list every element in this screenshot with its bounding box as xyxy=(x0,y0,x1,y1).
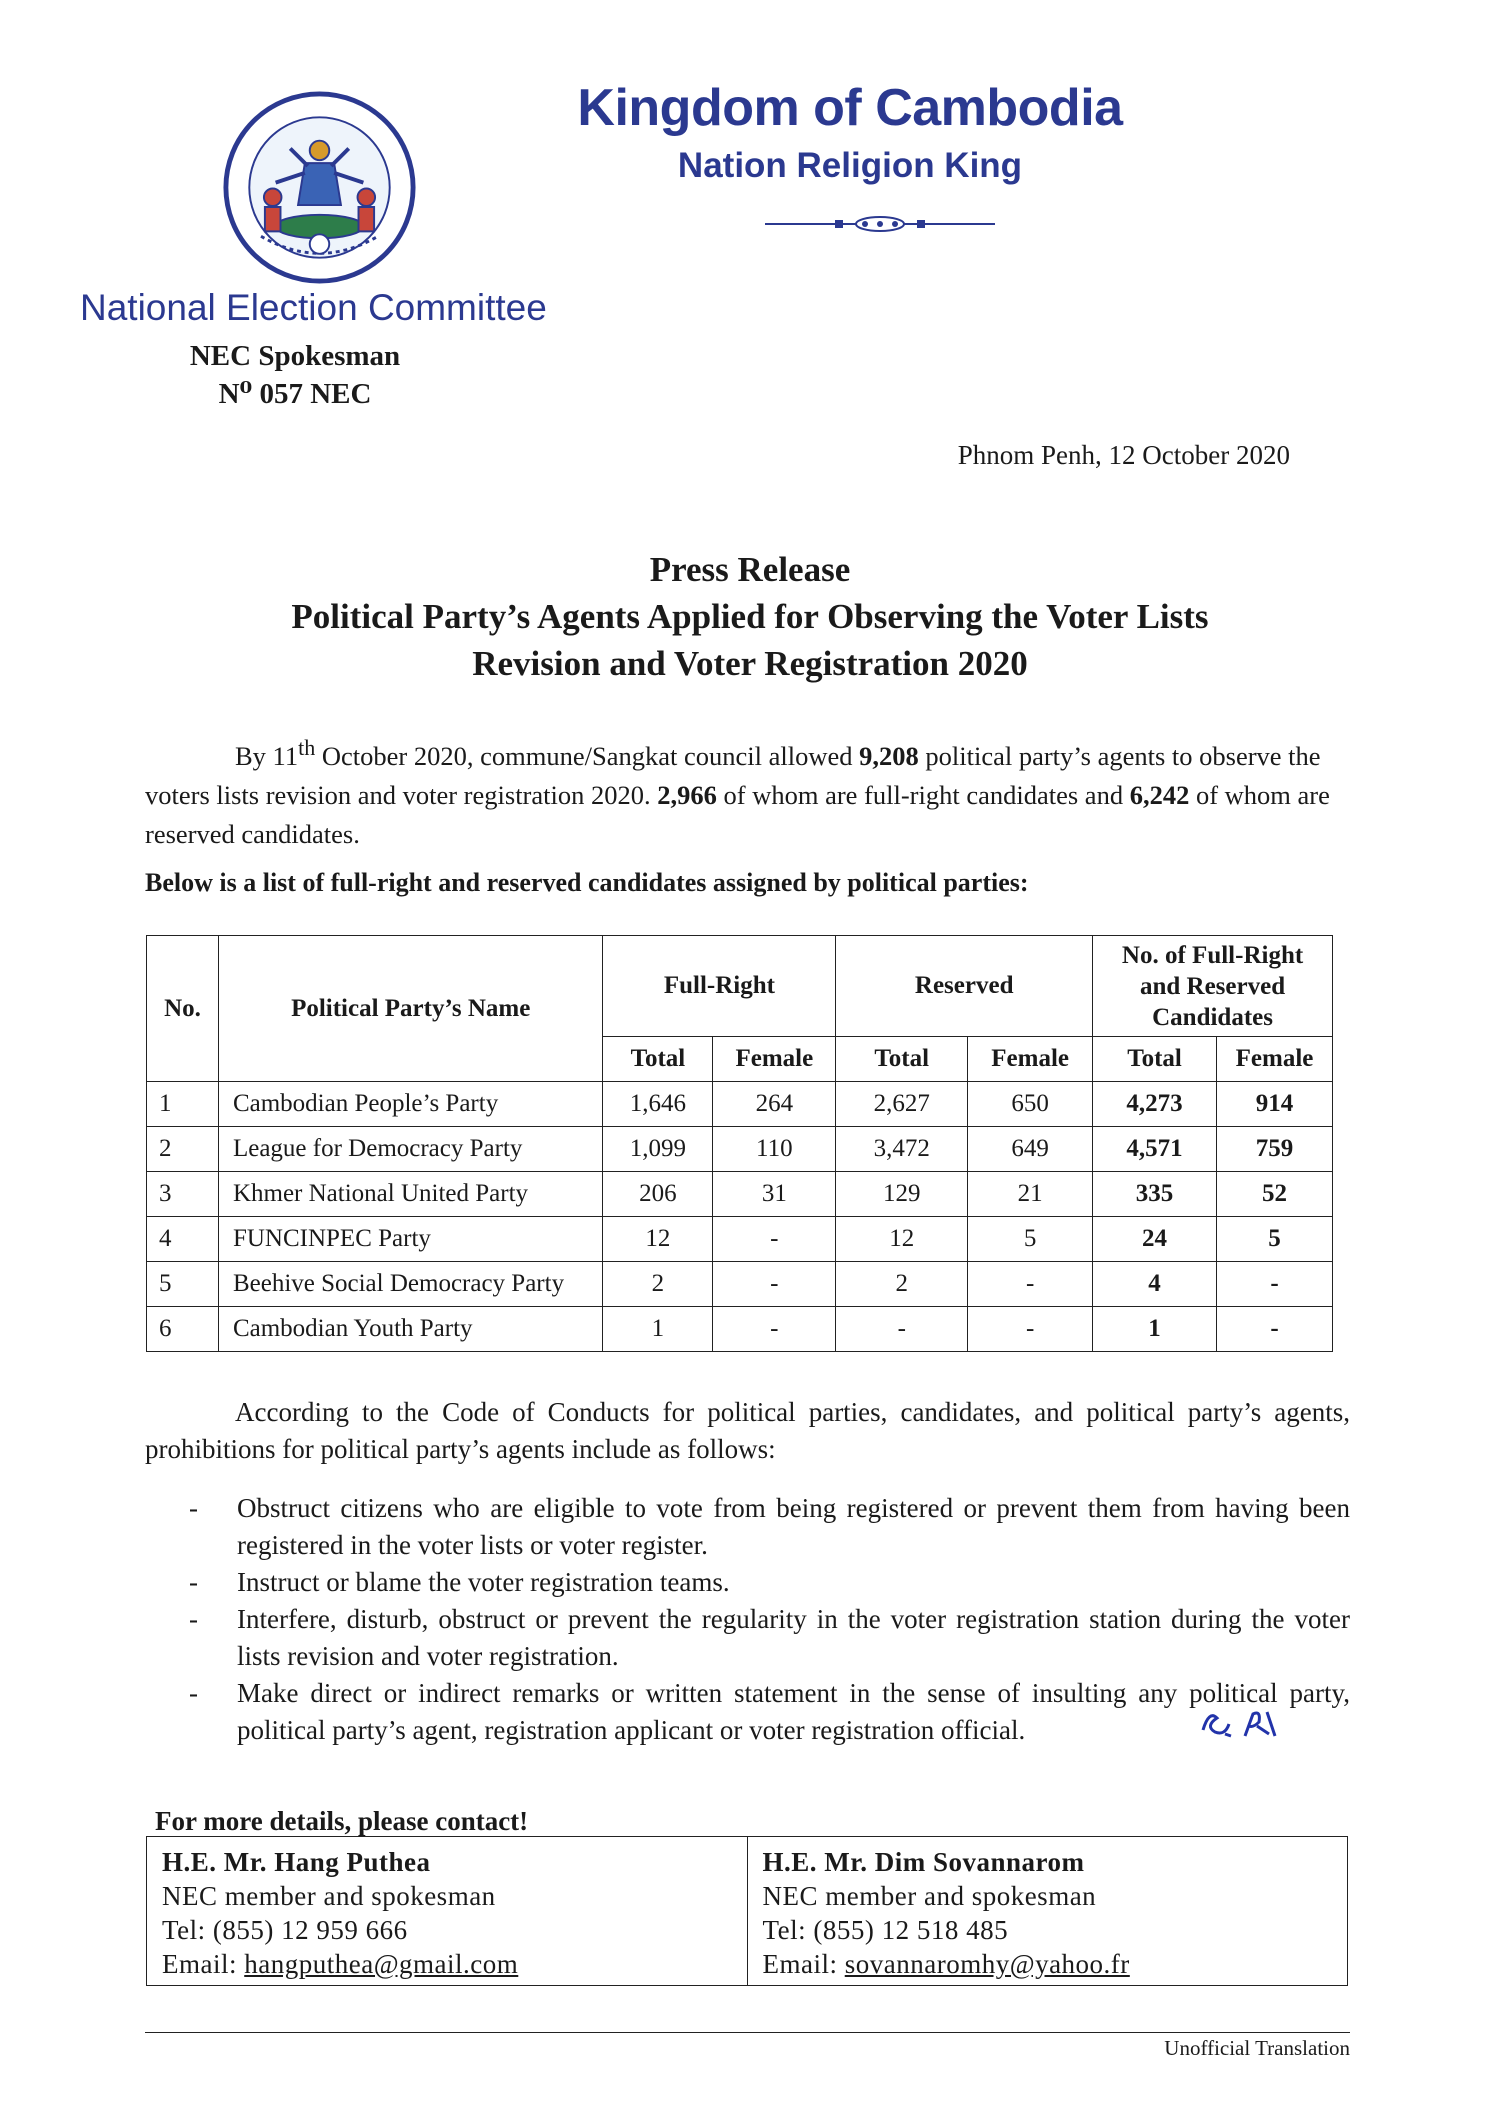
table-cell: 2 xyxy=(603,1262,713,1307)
table-row xyxy=(147,1082,1333,1127)
code-of-conduct-paragraph: According to the Code of Conducts for political parties, candidates, and political party’s agents, prohibitions for political party’s agents include as follows: xyxy=(145,1397,1350,1464)
table-cell: - xyxy=(713,1262,836,1307)
motto-heading: Nation Religion King xyxy=(677,146,1023,185)
table-cell: 12 xyxy=(603,1217,713,1262)
reference-number: N⁰ 057 NEC xyxy=(218,378,372,410)
table-cell: 206 xyxy=(603,1172,713,1217)
table-cell: 1,099 xyxy=(603,1127,713,1172)
table-cell: FUNCINPEC Party xyxy=(218,1217,603,1262)
document-title-line2: Revision and Voter Registration 2020 xyxy=(472,644,1028,683)
table-cell: 649 xyxy=(968,1127,1093,1172)
table-cell: - xyxy=(1216,1262,1332,1307)
table-cell: 31 xyxy=(713,1172,836,1217)
table-cell: 5 xyxy=(968,1217,1093,1262)
document-date: Phnom Penh, 12 October 2020 xyxy=(957,440,1290,470)
col-combined: No. of Full-Right and Reserved Candidates xyxy=(1093,936,1333,1037)
table-cell: 650 xyxy=(968,1082,1093,1127)
reserved-count: 6,242 xyxy=(1129,779,1190,810)
list-item: - Obstruct citizens who are eligible to vote from being registered or prevent them from having been registered in the voter lists or voter register. xyxy=(189,1493,1350,1560)
footer-note: Unofficial Translation xyxy=(1164,2036,1350,2060)
contact-heading: For more details, please contact! xyxy=(155,1806,529,1836)
table-cell: 6 xyxy=(147,1307,219,1352)
contact-tel: Tel: (855) 12 518 485 xyxy=(762,1915,1009,1945)
contact-email-link[interactable]: sovannaromhy@yahoo.fr xyxy=(844,1949,1130,1979)
contact-card: H.E. Mr. Dim Sovannarom NEC member and spokesman Tel: (855) 12 518 485 Email: sovannaromhy@yahoo.fr xyxy=(747,1837,1348,1986)
table-cell: 4 xyxy=(1093,1262,1217,1307)
table-cell: 1 xyxy=(1093,1307,1217,1352)
contact-name: H.E. Mr. Hang Puthea xyxy=(162,1847,431,1877)
col-no: No. xyxy=(147,936,219,1082)
table-cell: 2 xyxy=(836,1262,968,1307)
table-cell: 129 xyxy=(836,1172,968,1217)
table-cell: League for Democracy Party xyxy=(218,1127,603,1172)
table-cell: 24 xyxy=(1093,1217,1217,1262)
table-header-row xyxy=(147,936,1333,1037)
contact-role: NEC member and spokesman xyxy=(162,1881,496,1911)
contact-email-link[interactable]: hangputhea@gmail.com xyxy=(244,1949,519,1979)
col-fr-total: Total xyxy=(603,1037,713,1082)
table-cell: - xyxy=(836,1307,968,1352)
total-agents: 9,208 xyxy=(859,740,919,771)
table-cell: - xyxy=(1216,1307,1332,1352)
table-cell: Cambodian Youth Party xyxy=(218,1307,603,1352)
table-cell: 52 xyxy=(1216,1172,1332,1217)
table-cell: - xyxy=(968,1307,1093,1352)
table-cell: Cambodian People’s Party xyxy=(218,1082,603,1127)
col-full-right: Full-Right xyxy=(603,936,836,1037)
table-cell: 264 xyxy=(713,1082,836,1127)
col-r-total: Total xyxy=(836,1037,968,1082)
prohibitions-list xyxy=(145,1490,1350,1749)
table-cell: 3,472 xyxy=(836,1127,968,1172)
table-cell: Beehive Social Democracy Party xyxy=(218,1262,603,1307)
table-cell: 4,273 xyxy=(1093,1082,1217,1127)
table-row xyxy=(147,1262,1333,1307)
table-cell: 5 xyxy=(1216,1217,1332,1262)
table-cell: - xyxy=(713,1307,836,1352)
table-intro: Below is a list of full-right and reserved candidates assigned by political parties: xyxy=(145,868,1029,897)
list-item: - Instruct or blame the voter registration teams. xyxy=(189,1567,730,1597)
table-cell: 1 xyxy=(603,1307,713,1352)
contact-table xyxy=(146,1836,1348,1986)
table-cell: 335 xyxy=(1093,1172,1217,1217)
handwritten-initials xyxy=(1195,1700,1285,1742)
office-name: NEC Spokesman xyxy=(189,340,401,372)
table-row xyxy=(147,1217,1333,1262)
table-cell: Khmer National United Party xyxy=(218,1172,603,1217)
table-cell: 4 xyxy=(147,1217,219,1262)
table-cell: 21 xyxy=(968,1172,1093,1217)
table-cell: 12 xyxy=(836,1217,968,1262)
col-party-name: Political Party’s Name xyxy=(218,936,603,1082)
col-r-female: Female xyxy=(968,1037,1093,1082)
divider-ornament xyxy=(765,212,995,236)
table-cell: 4,571 xyxy=(1093,1127,1217,1172)
table-row xyxy=(147,1172,1333,1217)
country-heading: Kingdom of Cambodia xyxy=(577,79,1123,137)
col-c-total: Total xyxy=(1093,1037,1217,1082)
document-type: Press Release xyxy=(649,550,851,589)
contact-role: NEC member and spokesman xyxy=(762,1881,1097,1911)
intro-paragraph: By 11th October 2020, commune/Sangkat council allowed 9,208 political party’s agents to observe the voters lists revision and voter registration 2020. 2,966 of whom are full-right candidates and 6,242 of whom are reserved candidates. xyxy=(145,735,1330,849)
nec-seal-logo xyxy=(222,90,417,285)
table-cell: 2 xyxy=(147,1127,219,1172)
table-cell: 759 xyxy=(1216,1127,1332,1172)
col-fr-female: Female xyxy=(713,1037,836,1082)
table-cell: - xyxy=(968,1262,1093,1307)
contact-card: H.E. Mr. Hang Puthea NEC member and spokesman Tel: (855) 12 959 666 Email: hangputhea@gmail.com xyxy=(147,1837,748,1986)
list-item: - Make direct or indirect remarks or written statement in the sense of insulting any political party, political party’s agent, registration applicant or voter registration official. xyxy=(189,1678,1350,1745)
table-cell: 1,646 xyxy=(603,1082,713,1127)
table-cell: 110 xyxy=(713,1127,836,1172)
table-cell: 5 xyxy=(147,1262,219,1307)
candidates-table xyxy=(146,935,1333,1352)
table-row xyxy=(147,1307,1333,1352)
list-item: - Interfere, disturb, obstruct or prevent the regularity in the voter registration station during the voter lists revision and voter registration. xyxy=(189,1604,1350,1671)
col-c-female: Female xyxy=(1216,1037,1332,1082)
contact-name: H.E. Mr. Dim Sovannarom xyxy=(762,1847,1085,1877)
table-row xyxy=(147,1127,1333,1172)
table-cell: 2,627 xyxy=(836,1082,968,1127)
full-right-count: 2,966 xyxy=(657,779,717,810)
table-cell: - xyxy=(713,1217,836,1262)
col-reserved: Reserved xyxy=(836,936,1093,1037)
document-title-line1: Political Party’s Agents Applied for Observing the Voter Lists xyxy=(291,597,1209,636)
contact-tel: Tel: (855) 12 959 666 xyxy=(162,1915,408,1945)
table-cell: 914 xyxy=(1216,1082,1332,1127)
footer-divider xyxy=(145,2032,1350,2033)
table-cell: 1 xyxy=(147,1082,219,1127)
table-cell: 3 xyxy=(147,1172,219,1217)
organization-name: National Election Committee xyxy=(80,287,547,328)
